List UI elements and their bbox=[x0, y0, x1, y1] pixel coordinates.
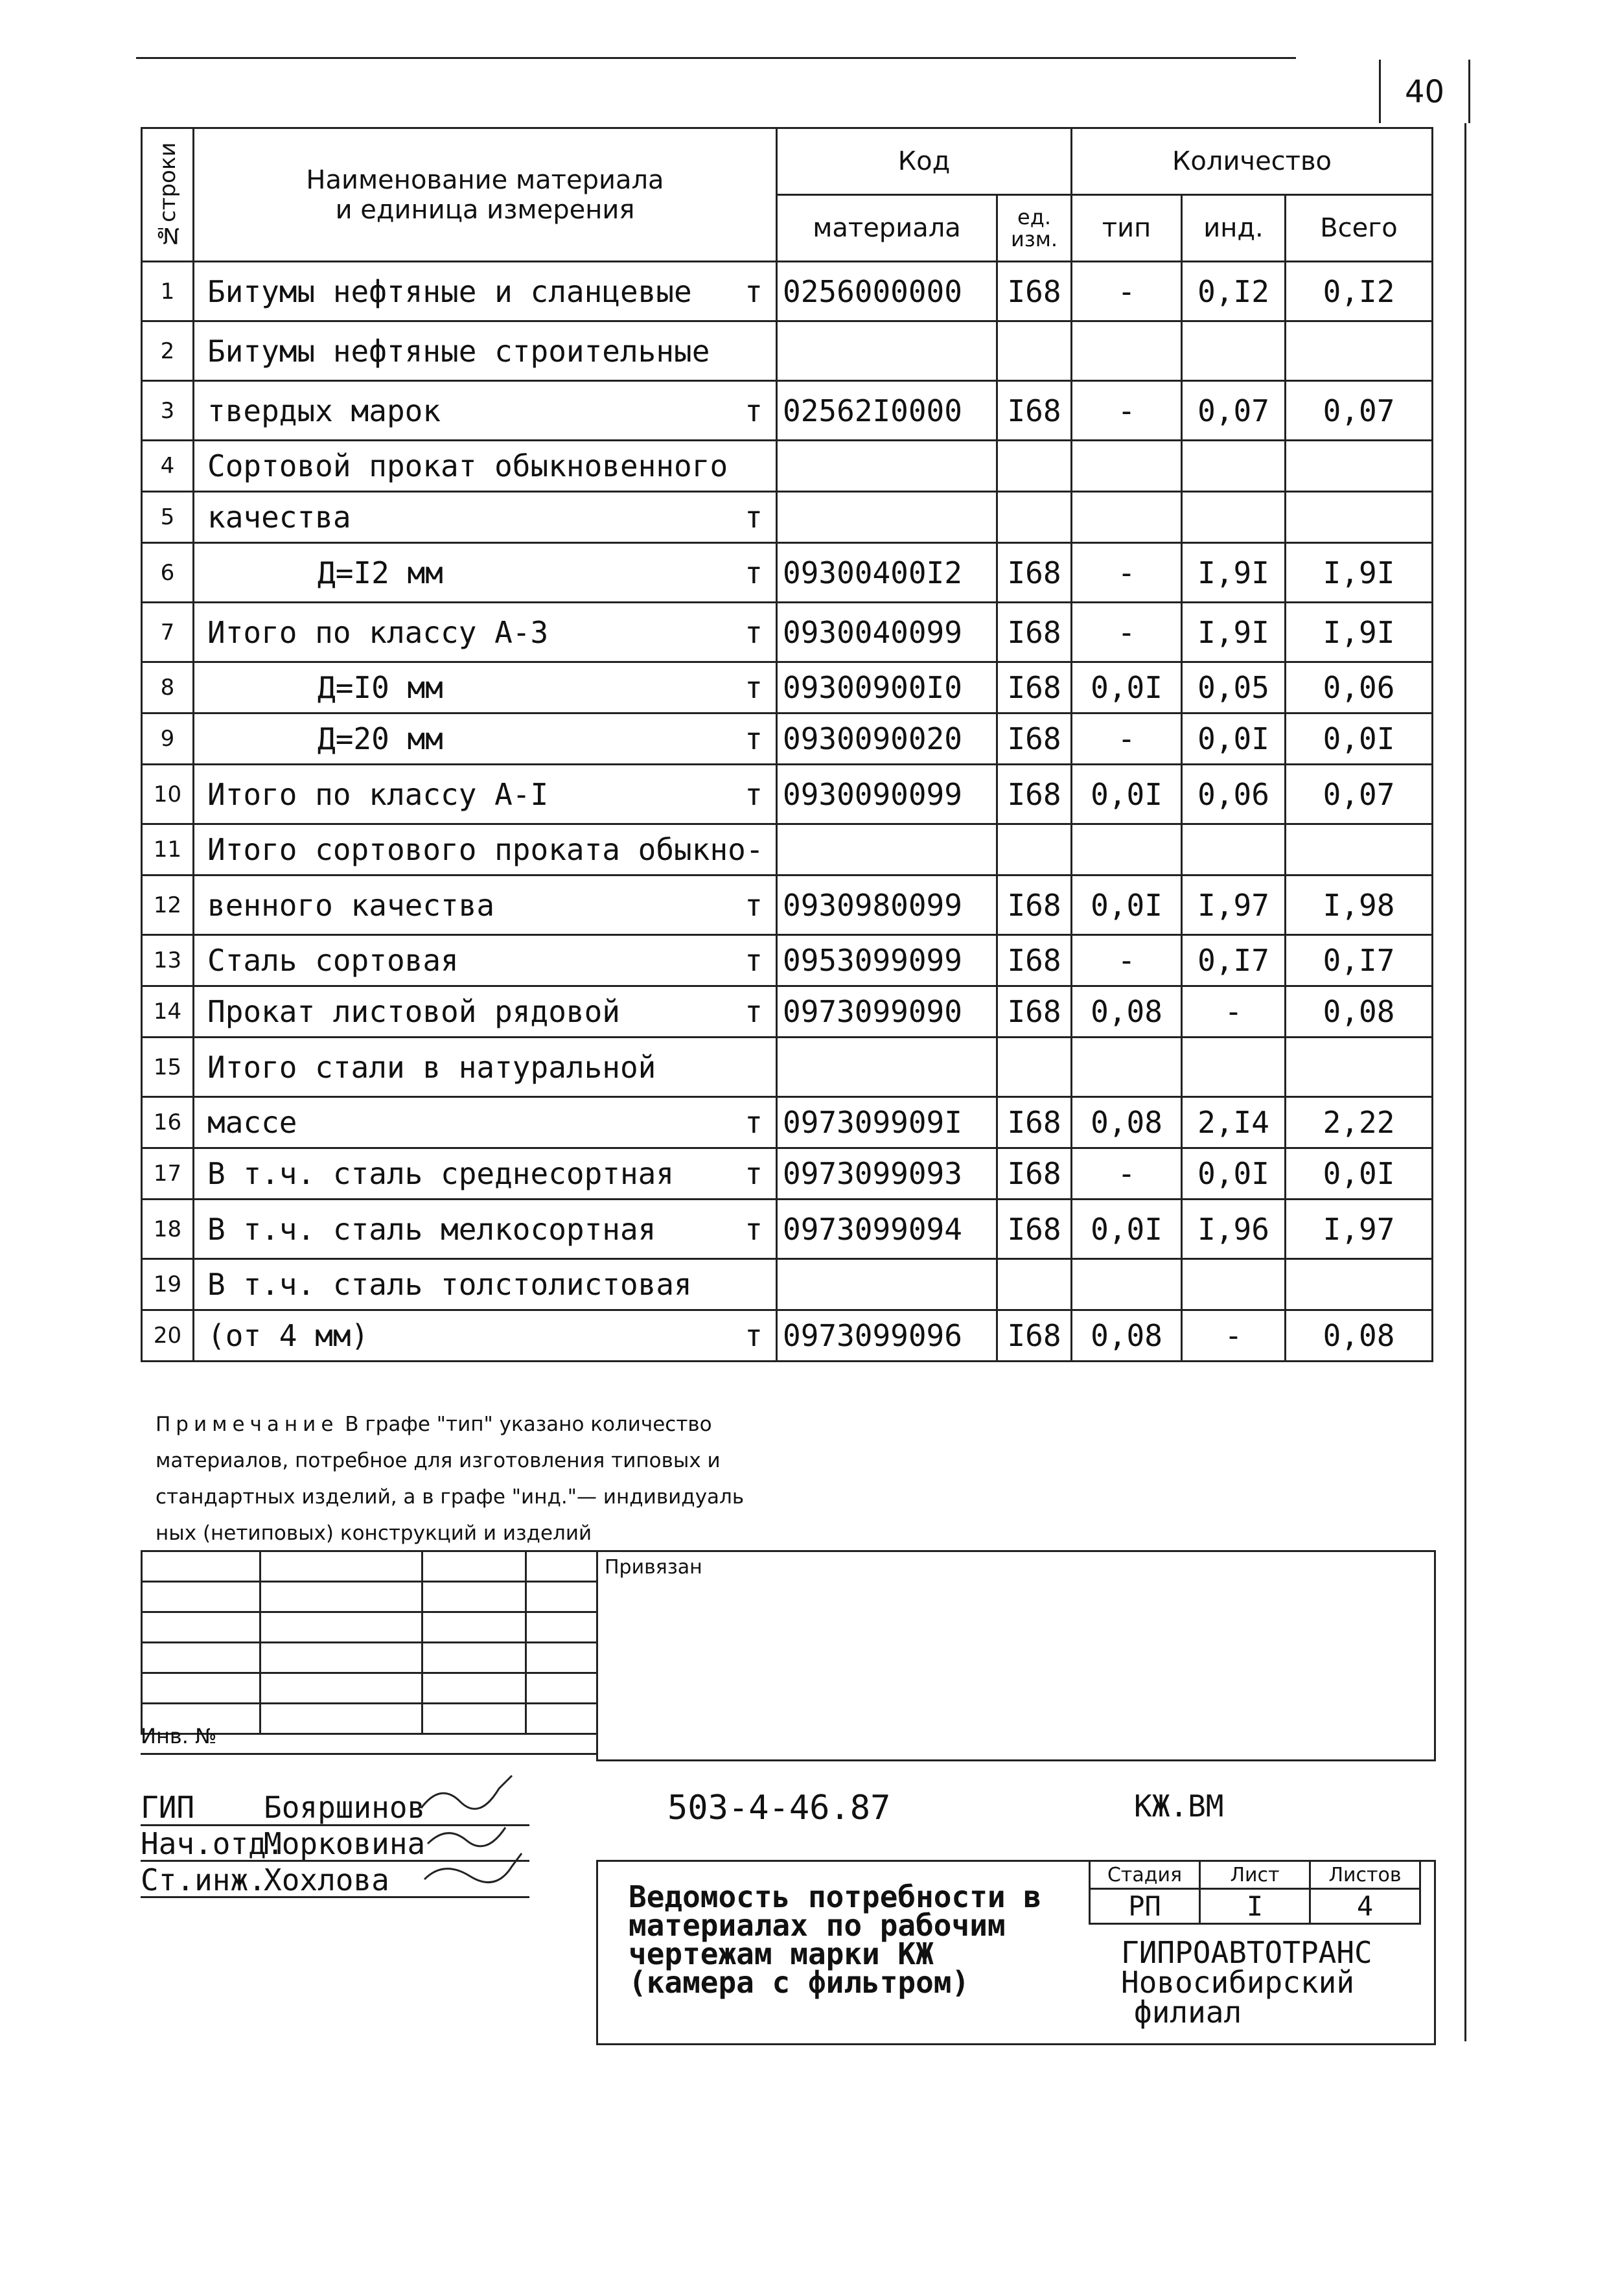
qty-ind: I,97 bbox=[1182, 875, 1286, 935]
qty-total: I,9I bbox=[1286, 603, 1433, 662]
signer-gip: ГИП Бояршинов bbox=[141, 1790, 426, 1825]
material-name bbox=[194, 1200, 777, 1259]
header-name bbox=[194, 128, 777, 262]
unit-code: I68 bbox=[997, 662, 1072, 713]
material-name-text: массе bbox=[207, 1105, 297, 1140]
qty-type bbox=[1072, 321, 1182, 381]
material-name-text: качества bbox=[207, 500, 351, 535]
qty-ind bbox=[1182, 824, 1286, 875]
row-number: 10 bbox=[142, 765, 194, 824]
unit-code bbox=[997, 1259, 1072, 1310]
header-row-number: №строки bbox=[142, 128, 194, 262]
table-row bbox=[142, 986, 1433, 1038]
material-code: 02562I0000 bbox=[777, 381, 997, 441]
qty-total: 0,07 bbox=[1286, 765, 1433, 824]
qty-ind: 2,I4 bbox=[1182, 1097, 1286, 1148]
document-title: Ведомость потребности в материалах по рабочим чертежам марки КЖ (камера с фильтром) bbox=[629, 1879, 1041, 2000]
unit-code bbox=[997, 1038, 1072, 1097]
material-name-text: Итого по классу А-3 bbox=[207, 614, 549, 650]
table-row bbox=[142, 824, 1433, 875]
unit-code: I68 bbox=[997, 1200, 1072, 1259]
qty-type bbox=[1072, 1038, 1182, 1097]
material-name-text: Д=I2 мм bbox=[318, 555, 443, 590]
material-name-text: Прокат листовой рядовой bbox=[207, 994, 620, 1029]
doc-mark: КЖ.ВМ bbox=[1134, 1789, 1224, 1824]
header-material: материала bbox=[777, 195, 997, 262]
material-name-text: Битумы нефтяные и сланцевые bbox=[207, 273, 692, 309]
material-name bbox=[194, 262, 777, 321]
table-row bbox=[142, 765, 1433, 824]
qty-type: - bbox=[1072, 935, 1182, 986]
qty-type: - bbox=[1072, 603, 1182, 662]
material-code: 0973099094 bbox=[777, 1200, 997, 1259]
page-number-box bbox=[1379, 60, 1470, 123]
stage-value: РП bbox=[1090, 1889, 1200, 1924]
qty-total: 0,08 bbox=[1286, 986, 1433, 1038]
unit-code: I68 bbox=[997, 1097, 1072, 1148]
material-name-text: Битумы нефтяные строительные bbox=[207, 333, 710, 369]
unit-mark: т bbox=[745, 393, 763, 428]
qty-ind bbox=[1182, 1038, 1286, 1097]
qty-total bbox=[1286, 321, 1433, 381]
signer-engineer: Ст.инж.Хохлова bbox=[141, 1862, 389, 1897]
qty-total: 0,I7 bbox=[1286, 935, 1433, 986]
unit-code: I68 bbox=[997, 765, 1072, 824]
unit-code: I68 bbox=[997, 603, 1072, 662]
qty-ind: I,96 bbox=[1182, 1200, 1286, 1259]
row-number: 5 bbox=[142, 492, 194, 543]
table-row bbox=[142, 321, 1433, 381]
material-code: 0973099096 bbox=[777, 1310, 997, 1362]
material-name-text: Итого стали в натуральной bbox=[207, 1049, 656, 1085]
qty-type: 0,0I bbox=[1072, 662, 1182, 713]
note-line3: стандартных изделий, а в графе "инд."— индивидуаль bbox=[156, 1485, 745, 1509]
material-name bbox=[194, 441, 777, 492]
material-name bbox=[194, 543, 777, 603]
qty-total: 0,I2 bbox=[1286, 262, 1433, 321]
qty-ind: 0,07 bbox=[1182, 381, 1286, 441]
material-name-text: Д=I0 мм bbox=[318, 670, 443, 705]
qty-total: I,97 bbox=[1286, 1200, 1433, 1259]
row-number: 8 bbox=[142, 662, 194, 713]
qty-ind: 0,0I bbox=[1182, 1148, 1286, 1200]
materials-table bbox=[141, 127, 1433, 1362]
note-line1: В графе "тип" указано количество bbox=[345, 1413, 712, 1436]
qty-total: I,98 bbox=[1286, 875, 1433, 935]
row-number: 6 bbox=[142, 543, 194, 603]
qty-total: I,9I bbox=[1286, 543, 1433, 603]
note-title: Примечание bbox=[156, 1413, 339, 1436]
unit-code: I68 bbox=[997, 713, 1072, 765]
unit-mark: т bbox=[745, 721, 763, 756]
material-name-text: Д=20 мм bbox=[318, 721, 443, 756]
material-name bbox=[194, 321, 777, 381]
row-number: 7 bbox=[142, 603, 194, 662]
row-number: 18 bbox=[142, 1200, 194, 1259]
material-name bbox=[194, 603, 777, 662]
qty-total bbox=[1286, 1038, 1433, 1097]
material-name bbox=[194, 765, 777, 824]
bound-box bbox=[596, 1550, 1436, 1761]
material-code: 0930090020 bbox=[777, 713, 997, 765]
material-name bbox=[194, 1310, 777, 1362]
qty-ind: 0,06 bbox=[1182, 765, 1286, 824]
row-number: 19 bbox=[142, 1259, 194, 1310]
unit-code bbox=[997, 441, 1072, 492]
unit-mark: т bbox=[745, 943, 763, 978]
material-name bbox=[194, 492, 777, 543]
material-code: 0930040099 bbox=[777, 603, 997, 662]
material-name bbox=[194, 713, 777, 765]
signer-head: Нач.отд.Морковина bbox=[141, 1826, 426, 1861]
header-name-line1: Наименование материала bbox=[306, 165, 664, 195]
unit-code bbox=[997, 321, 1072, 381]
qty-type: 0,08 bbox=[1072, 1097, 1182, 1148]
row-number: 3 bbox=[142, 381, 194, 441]
qty-ind bbox=[1182, 1259, 1286, 1310]
qty-type: - bbox=[1072, 713, 1182, 765]
row-number: 1 bbox=[142, 262, 194, 321]
qty-ind bbox=[1182, 441, 1286, 492]
unit-code: I68 bbox=[997, 875, 1072, 935]
table-row bbox=[142, 1259, 1433, 1310]
material-name bbox=[194, 1038, 777, 1097]
material-name-text: В т.ч. сталь мелкосортная bbox=[207, 1211, 656, 1247]
qty-type: 0,0I bbox=[1072, 765, 1182, 824]
qty-total: 2,22 bbox=[1286, 1097, 1433, 1148]
unit-mark: т bbox=[745, 994, 763, 1029]
qty-type: 0,08 bbox=[1072, 1310, 1182, 1362]
table-row bbox=[142, 713, 1433, 765]
header-name-line2: и единица измерения bbox=[335, 194, 635, 225]
qty-type: - bbox=[1072, 1148, 1182, 1200]
revision-grid bbox=[141, 1550, 598, 1735]
material-name bbox=[194, 875, 777, 935]
unit-code: I68 bbox=[997, 986, 1072, 1038]
qty-total: 0,0I bbox=[1286, 713, 1433, 765]
material-code bbox=[777, 441, 997, 492]
table-row bbox=[142, 1148, 1433, 1200]
qty-ind: 0,I2 bbox=[1182, 262, 1286, 321]
top-rule bbox=[136, 57, 1296, 59]
unit-code: I68 bbox=[997, 543, 1072, 603]
table-row bbox=[142, 1038, 1433, 1097]
row-number: 11 bbox=[142, 824, 194, 875]
unit-mark: т bbox=[745, 776, 763, 812]
unit-code bbox=[997, 492, 1072, 543]
qty-total: 0,06 bbox=[1286, 662, 1433, 713]
qty-type: 0,0I bbox=[1072, 1200, 1182, 1259]
material-code: 0930090099 bbox=[777, 765, 997, 824]
signatures bbox=[415, 1769, 531, 1899]
unit-mark: т bbox=[745, 614, 763, 650]
material-code: 097309909I bbox=[777, 1097, 997, 1148]
sheets-value: 4 bbox=[1310, 1889, 1420, 1924]
material-code bbox=[777, 824, 997, 875]
row-number: 17 bbox=[142, 1148, 194, 1200]
table-row bbox=[142, 543, 1433, 603]
material-name-text: Сортовой прокат обыкновенного bbox=[207, 448, 728, 483]
material-name bbox=[194, 824, 777, 875]
right-border bbox=[1464, 123, 1466, 2041]
material-code bbox=[777, 492, 997, 543]
organization: ГИПРОАВТОТРАНС Новосибирский филиал bbox=[1121, 1935, 1372, 2030]
qty-ind bbox=[1182, 492, 1286, 543]
inv-label: Инв. № bbox=[141, 1724, 217, 1748]
unit-code: I68 bbox=[997, 262, 1072, 321]
row-number: 20 bbox=[142, 1310, 194, 1362]
header-total: Всего bbox=[1286, 195, 1433, 262]
material-code: 09300400I2 bbox=[777, 543, 997, 603]
stamp-divider bbox=[141, 1753, 596, 1755]
row-number: 15 bbox=[142, 1038, 194, 1097]
header-ind: инд. bbox=[1182, 195, 1286, 262]
material-code: 09300900I0 bbox=[777, 662, 997, 713]
qty-total: 0,08 bbox=[1286, 1310, 1433, 1362]
header-code: Код bbox=[777, 128, 1072, 195]
table-row bbox=[142, 603, 1433, 662]
row-number: 4 bbox=[142, 441, 194, 492]
stage-table bbox=[1089, 1860, 1421, 1925]
unit-code: I68 bbox=[997, 935, 1072, 986]
qty-total bbox=[1286, 492, 1433, 543]
row-number: 16 bbox=[142, 1097, 194, 1148]
unit-mark: т bbox=[745, 273, 763, 309]
material-name bbox=[194, 1259, 777, 1310]
table-row bbox=[142, 492, 1433, 543]
page-number: 40 bbox=[1404, 74, 1445, 110]
row-number: 9 bbox=[142, 713, 194, 765]
material-name-text: венного качества bbox=[207, 887, 495, 923]
table-row bbox=[142, 1200, 1433, 1259]
unit-code bbox=[997, 824, 1072, 875]
header-type: тип bbox=[1072, 195, 1182, 262]
table-row bbox=[142, 875, 1433, 935]
material-name bbox=[194, 662, 777, 713]
unit-mark: т bbox=[745, 670, 763, 705]
qty-type: - bbox=[1072, 262, 1182, 321]
qty-type: 0,0I bbox=[1072, 875, 1182, 935]
qty-ind: I,9I bbox=[1182, 603, 1286, 662]
material-code: 0930980099 bbox=[777, 875, 997, 935]
unit-mark: т bbox=[745, 887, 763, 923]
row-number: 14 bbox=[142, 986, 194, 1038]
qty-ind: I,9I bbox=[1182, 543, 1286, 603]
material-name-text: Итого сортового проката обыкно- bbox=[207, 832, 764, 867]
qty-total bbox=[1286, 824, 1433, 875]
unit-mark: т bbox=[745, 1318, 763, 1353]
sheets-label: Листов bbox=[1310, 1861, 1420, 1889]
material-name-text: Сталь сортовая bbox=[207, 943, 459, 978]
unit-mark: т bbox=[745, 1105, 763, 1140]
material-code bbox=[777, 321, 997, 381]
table-row bbox=[142, 1097, 1433, 1148]
bound-label: Привязан bbox=[605, 1556, 702, 1579]
note-line4: ных (нетиповых) конструкций и изделий bbox=[156, 1522, 592, 1545]
qty-total bbox=[1286, 441, 1433, 492]
qty-total bbox=[1286, 1259, 1433, 1310]
qty-type bbox=[1072, 441, 1182, 492]
qty-type bbox=[1072, 824, 1182, 875]
material-code: 0973099090 bbox=[777, 986, 997, 1038]
material-name-text: (от 4 мм) bbox=[207, 1318, 369, 1353]
material-name bbox=[194, 1097, 777, 1148]
header-unit: ед. изм. bbox=[997, 195, 1072, 262]
sheet-value: I bbox=[1200, 1889, 1310, 1924]
qty-ind: - bbox=[1182, 986, 1286, 1038]
qty-type: - bbox=[1072, 543, 1182, 603]
qty-total: 0,0I bbox=[1286, 1148, 1433, 1200]
material-code: 0953099099 bbox=[777, 935, 997, 986]
qty-ind: 0,05 bbox=[1182, 662, 1286, 713]
note-line2: материалов, потребное для изготовления типовых и bbox=[156, 1449, 721, 1472]
qty-ind bbox=[1182, 321, 1286, 381]
material-name-text: твердых марок bbox=[207, 393, 441, 428]
qty-type: 0,08 bbox=[1072, 986, 1182, 1038]
table-row bbox=[142, 441, 1433, 492]
note bbox=[156, 1406, 1387, 1551]
qty-ind: 0,0I bbox=[1182, 713, 1286, 765]
table-row bbox=[142, 381, 1433, 441]
unit-code: I68 bbox=[997, 1310, 1072, 1362]
qty-type: - bbox=[1072, 381, 1182, 441]
material-name bbox=[194, 381, 777, 441]
qty-total: 0,07 bbox=[1286, 381, 1433, 441]
header-quantity: Количество bbox=[1072, 128, 1433, 195]
unit-code: I68 bbox=[997, 381, 1072, 441]
unit-mark: т bbox=[745, 1156, 763, 1191]
material-name-text: В т.ч. сталь толстолистовая bbox=[207, 1267, 692, 1302]
material-name bbox=[194, 1148, 777, 1200]
unit-mark: т bbox=[745, 555, 763, 590]
sheet-label: Лист bbox=[1200, 1861, 1310, 1889]
table-row bbox=[142, 935, 1433, 986]
qty-ind: 0,I7 bbox=[1182, 935, 1286, 986]
row-number: 12 bbox=[142, 875, 194, 935]
qty-ind: - bbox=[1182, 1310, 1286, 1362]
doc-number: 503-4-46.87 bbox=[667, 1789, 891, 1827]
stage-label: Стадия bbox=[1090, 1861, 1200, 1889]
unit-code: I68 bbox=[997, 1148, 1072, 1200]
table-row bbox=[142, 1310, 1433, 1362]
material-name bbox=[194, 935, 777, 986]
material-code bbox=[777, 1259, 997, 1310]
table-row bbox=[142, 662, 1433, 713]
unit-mark: т bbox=[745, 1211, 763, 1247]
row-number: 13 bbox=[142, 935, 194, 986]
qty-type bbox=[1072, 492, 1182, 543]
material-name-text: В т.ч. сталь среднесортная bbox=[207, 1156, 675, 1191]
row-number: 2 bbox=[142, 321, 194, 381]
material-code: 0973099093 bbox=[777, 1148, 997, 1200]
material-name bbox=[194, 986, 777, 1038]
table-row bbox=[142, 262, 1433, 321]
material-code: 0256000000 bbox=[777, 262, 997, 321]
unit-mark: т bbox=[745, 500, 763, 535]
material-code bbox=[777, 1038, 997, 1097]
material-name-text: Итого по классу А-I bbox=[207, 776, 549, 812]
qty-type bbox=[1072, 1259, 1182, 1310]
